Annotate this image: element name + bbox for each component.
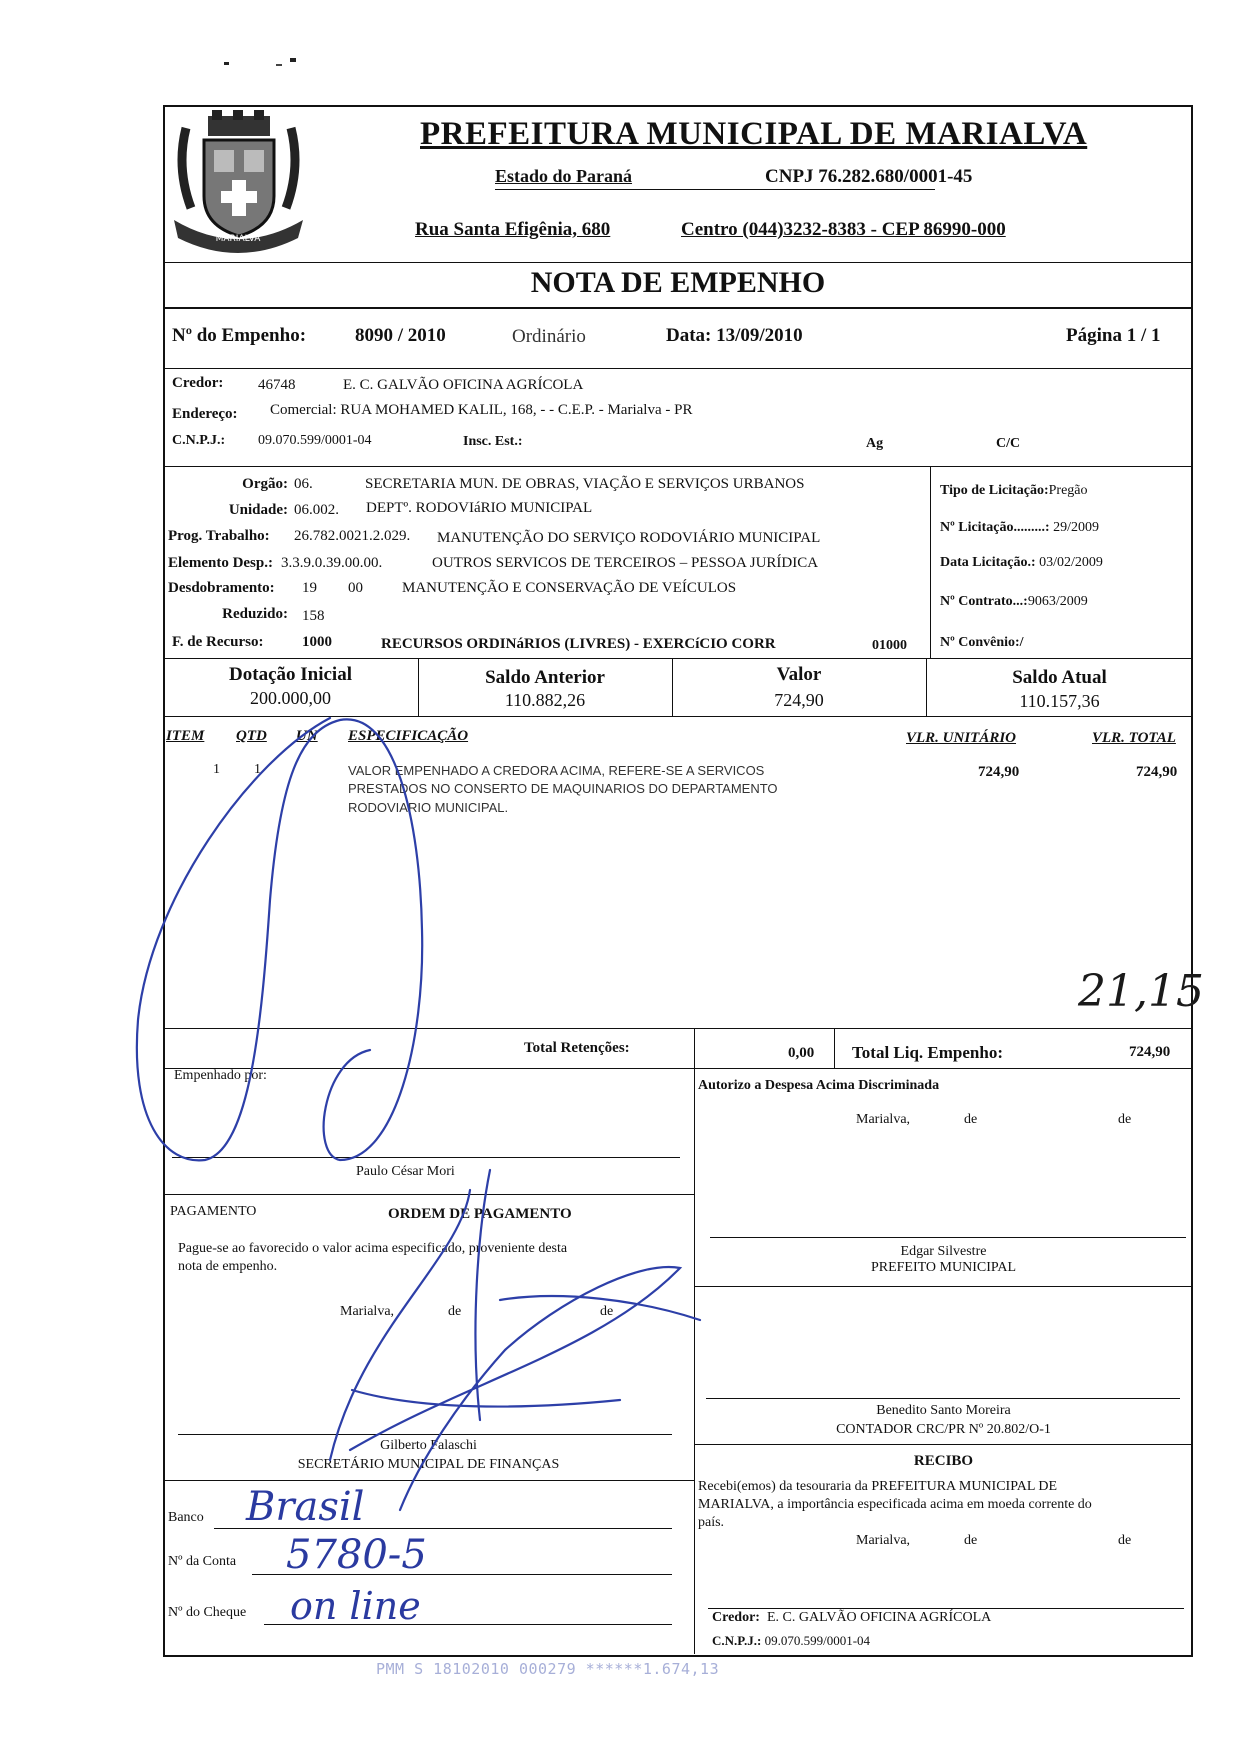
signature-line — [708, 1608, 1184, 1609]
insc-est-label: Insc. Est.: — [463, 434, 523, 449]
licitacao-num — [940, 520, 1099, 536]
secretario-role: SECRETÁRIO MUNICIPAL DE FINANÇAS — [297, 1457, 560, 1472]
col-unit-value: VLR. UNITÁRIO — [906, 730, 1017, 746]
banco-label: Banco — [168, 1510, 204, 1525]
cheque-label: Nº do Cheque — [168, 1605, 247, 1620]
col-especificacao: ESPECIFICAÇÃO — [348, 728, 469, 744]
municipal-coat-of-arms-logo — [166, 108, 311, 256]
signature-line — [706, 1398, 1180, 1399]
pagamento-text: Pague-se ao favorecido o valor acima especificado, proveniente desta — [178, 1241, 568, 1256]
divider — [163, 466, 1193, 467]
desdobramento-code: 19 — [302, 580, 317, 596]
address-street: Rua Santa Efigênia, 680 — [415, 219, 611, 240]
licitacao-data — [940, 555, 1103, 571]
saldo-atual-label: Saldo Atual — [1012, 667, 1107, 688]
desdobramento-code2: 00 — [348, 580, 363, 596]
item-description-line: VALOR EMPENHADO A CREDORA ACIMA, REFERE-SE A SERVICOS — [348, 763, 765, 778]
recibo-cnpj-value: 09.070.599/0001-04 — [764, 1633, 871, 1648]
svg-text:MARIALVA: MARIALVA — [215, 234, 261, 244]
conta-handwritten: 5780-5 — [286, 1532, 427, 1578]
licitacao-tipo — [940, 483, 1088, 499]
item-number: 1 — [213, 762, 220, 777]
credor-code: 46748 — [258, 377, 296, 393]
recibo-de: de — [964, 1533, 978, 1548]
elemento-label: Elemento Desp.: — [168, 555, 273, 571]
prog-label: Prog. Trabalho: — [168, 528, 270, 544]
recibo-credor — [712, 1610, 991, 1626]
divider — [694, 1444, 1193, 1445]
prog-code: 26.782.0021.2.029. — [294, 528, 411, 544]
autorizo-place: Marialva, — [856, 1112, 911, 1127]
divider — [694, 1286, 1193, 1287]
signature-line — [710, 1237, 1186, 1238]
reduzido-value: 158 — [302, 608, 325, 624]
payment-stamp: PMM S 18102010 000279 ******1.674,13 — [376, 1660, 720, 1678]
pagamento-label: PAGAMENTO — [170, 1204, 257, 1219]
cnpj-label: C.N.P.J.: — [172, 433, 226, 448]
col-item: ITEM — [166, 728, 205, 744]
valor-value: 724,90 — [774, 690, 824, 710]
state-name: Estado do Paraná — [495, 166, 633, 186]
saldo-atual-value: 110.157,36 — [1019, 691, 1100, 711]
empenhado-signer: Paulo César Mori — [356, 1164, 455, 1179]
prefeito-name: Edgar Silvestre — [900, 1244, 987, 1259]
recurso-code: 1000 — [302, 634, 332, 650]
autorizo-de: de — [964, 1112, 978, 1127]
divider — [163, 1068, 1193, 1069]
credor-address: Comercial: RUA MOHAMED KALIL, 168, - - C.E.P. - Marialva - PR — [270, 402, 693, 418]
divider — [163, 1028, 1193, 1029]
pagamento-place: Marialva, — [340, 1304, 395, 1319]
divider — [163, 307, 1193, 309]
handwritten-note: 21,15 — [1078, 966, 1204, 1017]
state-underline — [495, 189, 935, 190]
credor-label: Credor: — [172, 375, 224, 391]
item-total-value: 724,90 — [1136, 764, 1178, 780]
dotacao-value: 200.000,00 — [250, 688, 331, 708]
divider — [163, 368, 1193, 369]
contador-role: CONTADOR CRC/PR Nº 20.802/O-1 — [836, 1422, 1051, 1437]
item-description-line: RODOVIARIO MUNICIPAL. — [348, 800, 509, 815]
pagamento-text: nota de empenho. — [178, 1259, 278, 1274]
empenho-type: Ordinário — [512, 326, 586, 347]
licitacao-tipo-value: Pregão — [1048, 483, 1088, 498]
valor-label: Valor — [776, 664, 822, 685]
total-liquido-label: Total Liq. Empenho: — [852, 1043, 1003, 1062]
scan-speck — [224, 62, 229, 65]
divider — [163, 262, 1193, 263]
licitacao-contrato — [940, 594, 1088, 610]
recurso-label: F. de Recurso: — [172, 634, 264, 650]
divider — [163, 1194, 694, 1195]
desdobramento-name: MANUTENÇÃO E CONSERVAÇÃO DE VEÍCULOS — [402, 580, 737, 596]
divider — [694, 1028, 695, 1654]
recibo-title: RECIBO — [913, 1453, 974, 1469]
licitacao-tipo-label: Tipo de Licitação: — [940, 483, 1049, 498]
col-un: UN — [296, 728, 318, 744]
page-number: Página 1 / 1 — [1066, 325, 1161, 346]
pagamento-de: de — [600, 1304, 614, 1319]
banco-handwritten: Brasil — [246, 1484, 365, 1530]
empenho-number-label: Nº do Empenho: — [172, 325, 307, 346]
item-qty: 1 — [254, 762, 261, 777]
ordem-pagamento-label: ORDEM DE PAGAMENTO — [388, 1206, 572, 1222]
prog-name: MANUTENÇÃO DO SERVIÇO RODOVIÁRIO MUNICIPAL — [437, 530, 821, 546]
empenhado-por-label: Empenhado por: — [174, 1068, 267, 1083]
recibo-credor-label: Credor: — [712, 1610, 760, 1625]
conta-label: Nº da Conta — [168, 1554, 237, 1569]
licitacao-contrato-label: Nº Contrato...: — [940, 594, 1028, 609]
credor-name: E. C. GALVÃO OFICINA AGRÍCOLA — [343, 377, 584, 393]
divider — [163, 1480, 694, 1481]
total-liquido-value: 724,90 — [1129, 1044, 1171, 1060]
cnpj-header: CNPJ 76.282.680/0001-45 — [765, 166, 973, 187]
saldo-anterior-label: Saldo Anterior — [485, 667, 605, 688]
total-retencoes-value: 0,00 — [788, 1045, 815, 1061]
unidade-name: DEPTº. RODOVIáRIO MUNICIPAL — [366, 500, 593, 516]
recibo-cnpj — [712, 1633, 870, 1649]
unidade-label: Unidade: — [228, 502, 288, 518]
prefeitura-title: PREFEITURA MUNICIPAL DE MARIALVA — [420, 116, 1088, 152]
col-qtd: QTD — [236, 728, 267, 744]
orgao-code: 06. — [294, 476, 313, 492]
divider — [163, 658, 1193, 659]
licitacao-contrato-value: 9063/2009 — [1027, 594, 1088, 609]
dotacao-label: Dotação Inicial — [229, 664, 352, 685]
recibo-text: Recebi(emos) da tesouraria da PREFEITURA MUNICIPAL DE — [698, 1479, 1058, 1494]
scan-speck — [290, 58, 296, 62]
item-unit-value: 724,90 — [978, 764, 1020, 780]
recurso-code2: 01000 — [872, 638, 907, 653]
elemento-code: 3.3.9.0.39.00.00. — [281, 555, 383, 571]
empenho-date: Data: 13/09/2010 — [666, 325, 803, 346]
desdobramento-label: Desdobramento: — [168, 580, 275, 596]
licitacao-data-value: 03/02/2009 — [1035, 555, 1103, 570]
recurso-name: RECURSOS ORDINáRIOS (LIVRES) - EXERCíCIO CORR — [381, 636, 776, 652]
signature-line — [178, 1434, 672, 1435]
elemento-name: OUTROS SERVICOS DE TERCEIROS – PESSOA JURÍDICA — [432, 555, 819, 571]
licitacao-num-value: 29/2009 — [1049, 520, 1099, 535]
licitacao-data-label: Data Licitação.: — [940, 555, 1036, 570]
recibo-cnpj-label: C.N.P.J.: — [712, 1633, 762, 1648]
recibo-credor-name: E. C. GALVÃO OFICINA AGRÍCOLA — [766, 1610, 992, 1625]
pagamento-de: de — [448, 1304, 462, 1319]
autorizo-de: de — [1118, 1112, 1132, 1127]
total-retencoes-label: Total Retenções: — [524, 1040, 630, 1056]
divider — [163, 716, 1193, 717]
credor-cnpj: 09.070.599/0001-04 — [258, 433, 372, 448]
address-label: Endereço: — [172, 406, 238, 422]
address-rest: Centro (044)3232-8383 - CEP 86990-000 — [681, 219, 1006, 240]
scan-speck — [276, 64, 282, 66]
doc-title: NOTA DE EMPENHO — [530, 266, 826, 299]
divider — [834, 1028, 835, 1068]
contador-name: Benedito Santo Moreira — [876, 1403, 1011, 1418]
account-label: C/C — [996, 436, 1021, 451]
agency-label: Ag — [866, 436, 884, 451]
divider — [930, 466, 931, 658]
recibo-de: de — [1118, 1533, 1132, 1548]
recibo-text: MARIALVA, a importância especificada acima em moeda corrente do — [698, 1497, 1092, 1512]
signature-line — [172, 1157, 680, 1158]
recibo-place: Marialva, — [856, 1533, 911, 1548]
saldo-anterior-value: 110.882,26 — [504, 690, 586, 710]
item-description-line: PRESTADOS NO CONSERTO DE MAQUINARIOS DO DEPARTAMENTO — [348, 781, 778, 796]
recibo-text: país. — [698, 1515, 725, 1530]
cheque-handwritten: on line — [290, 1584, 421, 1628]
licitacao-num-label: Nº Licitação.........: — [940, 520, 1050, 535]
reduzido-label: Reduzido: — [222, 606, 288, 622]
autorizo-label: Autorizo a Despesa Acima Discriminada — [698, 1078, 940, 1093]
unidade-code: 06.002. — [294, 502, 339, 518]
convenio-label: Nº Convênio:/ — [940, 635, 1024, 650]
orgao-label: Orgão: — [242, 476, 288, 492]
secretario-name: Gilberto Falaschi — [380, 1438, 477, 1453]
col-total-value: VLR. TOTAL — [1092, 730, 1176, 746]
prefeito-role: PREFEITO MUNICIPAL — [870, 1260, 1017, 1275]
orgao-name: SECRETARIA MUN. DE OBRAS, VIAÇÃO E SERVIÇOS URBANOS — [365, 476, 805, 492]
empenho-number: 8090 / 2010 — [355, 325, 446, 346]
